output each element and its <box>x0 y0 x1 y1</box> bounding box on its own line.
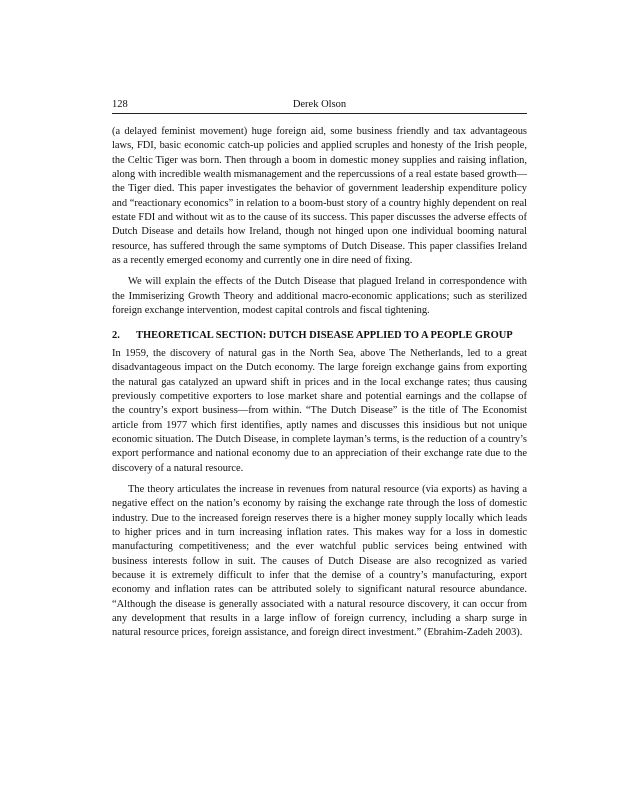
section-title: THEORETICAL SECTION: DUTCH DISEASE APPLIED TO A PEOPLE GROUP <box>136 330 513 342</box>
document-page <box>112 98 527 641</box>
section-number: 2. <box>112 330 120 342</box>
paragraph: The theory articulates the increase in revenues from natural resource (via exports) as having a negative effect on the nation’s economy by raising the exchange rate through the loss of domestic industry. Due to the increased foreign reserves there is a higher money supply locally which leads to higher prices and in turn increasing inflation rates. This makes way for a loss in domestic manufacturing competitiveness; and the ever watchful public services being entwined with business interests follow in suit. The causes of Dutch Disease are also recognized as varied because it is extremely difficult to infer that the demise of a country’s manufacturing, export economy and inflation rates can be attributed solely to significant natural resource abundance. “Although the disease is generally associated with a natural resource discovery, it can occur from any development that results in a large inflow of foreign currency, including a sharp surge in natural resource prices, foreign assistance, and foreign direct investment.” (Ebrahim-Zadeh 2003). <box>112 483 527 639</box>
running-header <box>112 98 527 114</box>
paragraph: We will explain the effects of the Dutch Disease that plagued Ireland in correspondence with the Immiserizing Growth Theory and additional macro-economic applications; such as sterilized foreign exchange intervention, modest capital controls and fiscal tightening. <box>112 276 527 317</box>
page-number: 128 <box>112 99 128 110</box>
running-author: Derek Olson <box>292 99 347 110</box>
paragraph: (a delayed feminist movement) huge foreign aid, some business friendly and tax advantageous laws, FDI, basic economic catch-up policies and applied scruples and honesty of the Irish people, the Celtic Tiger was born. Then through a boom in domestic money supplies and raising inflation, along with incredible wealth mismanagement and the repercussions of a real estate based growth—the Tiger died. This paper investigates the behavior of government leadership expenditure policy and “reactionary economics” in relation to a boom-bust story of a country highly dependent on real estate FDI and without wit as to the cause of its success. This paper discusses the adverse effects of Dutch Disease and details how Ireland, though not hinged upon one individual booming natural resource, has suffered through the same symptoms of Dutch Disease. This paper classifies Ireland as a recently emerged economy and currently one in dire need of fixing. <box>112 126 527 267</box>
body-text <box>112 125 527 641</box>
section-heading <box>112 329 527 343</box>
paragraph: In 1959, the discovery of natural gas in the North Sea, above The Netherlands, led to a great disadvantageous impact on the Dutch economy. The large foreign exchange gains from exporting the natural gas catalyzed an upward shift in prices and in the local exchange rates; thus causing previously competitive exporters to lose market share and potential earnings and the collapse of the country’s export business—from within. “The Dutch Disease” is the title of The Economist article from 1977 which first identifies, aptly names and discusses this insidious but not unique economic situation. The Dutch Disease, in complete layman’s terms, is the reduction of a country’s export performance and national economy due to an appreciation of their exchange rate due to the discovery of a natural resource. <box>112 347 527 474</box>
